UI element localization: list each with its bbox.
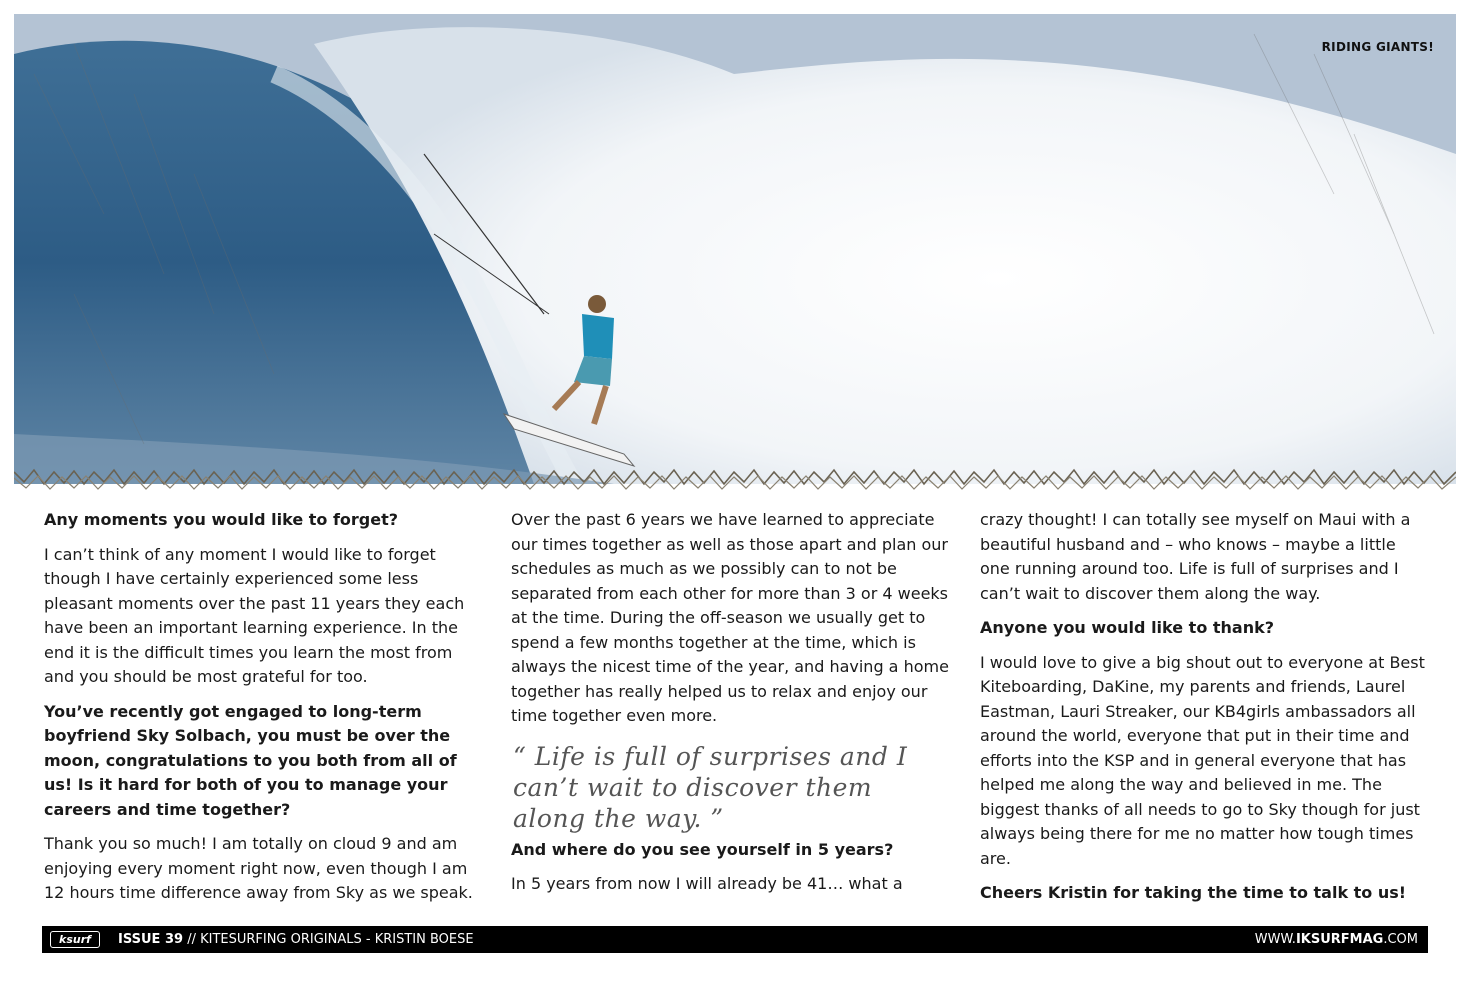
answer-paragraph: I can’t think of any moment I would like to forget though I have certainly experienced some less pleasant moments over the past 11 years they each have been an important learning experience. In the end it is the difficult times you learn the most from and you should be most grateful for too. [44,544,465,686]
url-prefix: WWW. [1254,932,1296,947]
answer-paragraph: Over the past 6 years we have learned to appreciate our times together as well as those apart and plan our schedules as much as we possibly can to not be separated from each other for more than 3 or 4 weeks at the time. During the off-season we usually get to spend a few months together at the time, which is always the nicest time of the year, and having a home together has really helped us to relax and enjoy our time together even more. [511,510,949,725]
question-heading: Anyone you would like to thank? [980,618,1275,637]
answer-paragraph: crazy thought! I can totally see myself on Maui with a beautiful husband and – who knows – maybe a little one running around too. Life is full of surprises and I can’t wait to discover them along the way. [980,510,1411,603]
rider-body [582,314,614,359]
torn-edge-divider [14,462,1456,496]
question-heading: You’ve recently got engaged to long-term boyfriend Sky Solbach, you must be over the moon, congratulations to you both from all of us! Is it hard for both of you to manage your careers and time together? [44,701,457,819]
rider-head [588,295,606,313]
issue-number: ISSUE 39 [118,932,184,947]
magazine-logo: ksurf [50,931,100,948]
section-title: // KITESURFING ORIGINALS - KRISTIN BOESE [187,932,474,947]
hero-photo [14,14,1456,484]
answer-paragraph: Thank you so much! I am totally on cloud 9 and am enjoying every moment right now, even though I am 12 hours time difference away from Sky as we speak. [44,834,473,902]
article-column-1 [44,508,484,916]
website-link[interactable] [1255,926,1418,953]
question-heading: And where do you see yourself in 5 years? [511,839,894,859]
url-brand: IKSURFMAG [1295,932,1384,947]
answer-paragraph: I would love to give a big shout out to everyone at Best Kiteboarding, DaKine, my parents and friends, Laurel Eastman, Lauri Streaker, our KB4girls ambassadors all around the world, everyone that put in their time and efforts into the KSP and in general everyone that has helped me along the way and believed in me. The biggest thanks of all needs to go to Sky though for just always being there for me no matter how tough times are. [980,652,1425,868]
question-heading: Any moments you would like to forget? [44,510,399,529]
answer-paragraph: In 5 years from now I will already be 41… what a [511,874,903,893]
footer-bar [42,926,1428,953]
article-column-3 [980,508,1425,916]
article-column-2 [511,508,951,907]
url-suffix: .COM [1383,932,1418,947]
closing-line: Cheers Kristin for taking the time to talk to us! [980,883,1407,902]
pull-quote: “ Life is full of surprises and I can’t wait to discover them along the way. ” [513,741,908,833]
photo-caption: RIDING GIANTS! [1321,40,1434,54]
footer-issue-info [118,926,474,953]
wave-illustration [14,14,1456,484]
